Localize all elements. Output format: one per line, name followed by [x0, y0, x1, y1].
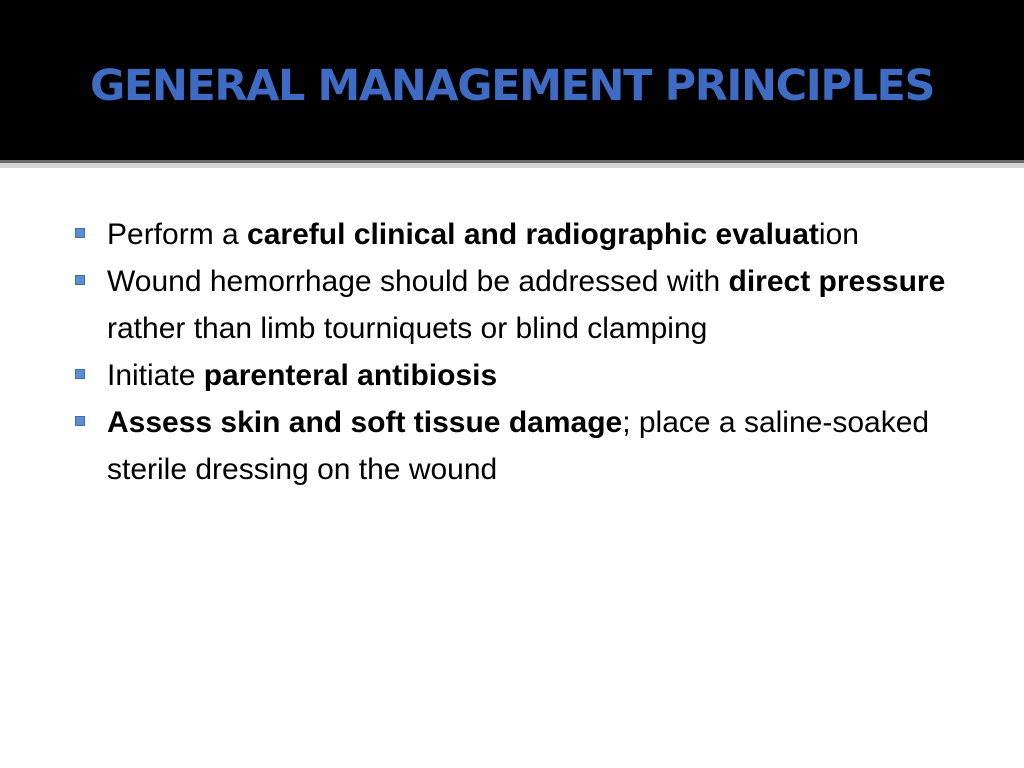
square-bullet-icon — [75, 369, 85, 379]
bullet-list — [74, 211, 974, 493]
bullet-text-segment: ion — [818, 218, 859, 251]
square-bullet-icon — [75, 228, 85, 238]
bullet-text — [107, 218, 859, 251]
bullet-item — [74, 211, 974, 258]
bullet-text-emphasis: careful clinical and radiographic evaluat — [247, 218, 819, 251]
square-bullet-icon — [75, 275, 85, 285]
bullet-text-segment: rather than limb tourniquets or blind clamping — [107, 312, 708, 345]
bullet-text-emphasis: Assess skin and soft tissue damage — [107, 406, 623, 439]
slide-title: GENERAL MANAGEMENT PRINCIPLES — [89, 61, 935, 111]
bullet-text-segment: Perform a — [107, 218, 248, 251]
bullet-text — [107, 265, 945, 345]
title-band — [0, 0, 1024, 160]
bullet-text — [107, 406, 929, 486]
title-divider-shadow — [0, 163, 1024, 168]
bullet-text-emphasis: direct pressure — [728, 265, 946, 298]
bullet-text-segment: Initiate — [107, 359, 204, 392]
bullet-text-segment: ; place a saline-soaked sterile dressing on the wound — [107, 406, 930, 486]
bullet-text-emphasis: parenteral antibiosis — [203, 359, 498, 392]
bullet-item — [74, 352, 974, 399]
bullet-item — [74, 399, 974, 493]
bullet-text — [107, 359, 497, 392]
bullet-text-segment: Wound hemorrhage should be addressed with — [107, 265, 729, 298]
square-bullet-icon — [75, 416, 85, 426]
bullet-item — [74, 258, 974, 352]
